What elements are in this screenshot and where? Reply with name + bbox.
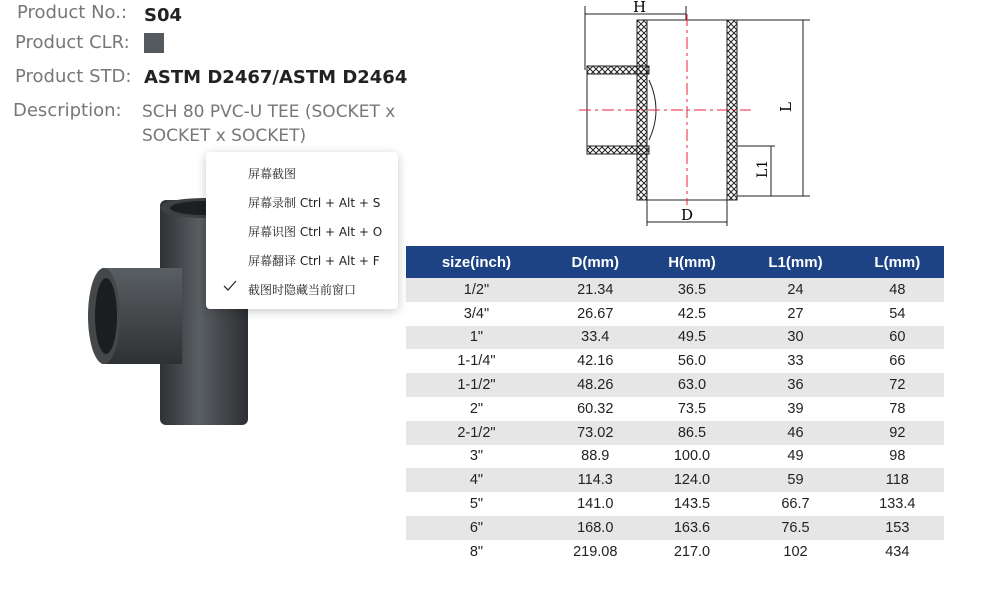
table-cell: 24 (740, 278, 850, 302)
context-menu-item[interactable] (206, 274, 398, 303)
table-cell: 26.67 (547, 302, 644, 326)
table-row (406, 421, 944, 445)
table-cell: 72 (851, 373, 944, 397)
table-cell: 46 (740, 421, 850, 445)
table-cell: 73.5 (644, 397, 741, 421)
dim-d-label: D (681, 206, 694, 224)
table-cell: 78 (851, 397, 944, 421)
context-menu-item-label: 屏幕识图 Ctrl + Alt + O (248, 225, 383, 239)
table-cell: 88.9 (547, 445, 644, 469)
dim-l-label: L (777, 102, 795, 112)
table-cell: 86.5 (644, 421, 741, 445)
col-l: L(mm) (851, 246, 944, 278)
product-std-label: Product STD: (15, 66, 132, 87)
table-cell: 66.7 (740, 492, 850, 516)
table-row (406, 349, 944, 373)
table-cell: 98 (851, 445, 944, 469)
table-cell: 1-1/4" (406, 349, 547, 373)
table-cell: 42.5 (644, 302, 741, 326)
context-menu-item[interactable] (206, 158, 398, 187)
table-cell: 92 (851, 421, 944, 445)
col-l1: L1(mm) (740, 246, 850, 278)
table-cell: 5" (406, 492, 547, 516)
table-cell: 3" (406, 445, 547, 469)
table-row (406, 278, 944, 302)
checkmark-icon (223, 279, 237, 293)
table-cell: 54 (851, 302, 944, 326)
table-row (406, 516, 944, 540)
table-row (406, 468, 944, 492)
context-menu-item[interactable] (206, 216, 398, 245)
table-cell: 76.5 (740, 516, 850, 540)
col-size: size(inch) (406, 246, 547, 278)
table-cell: 118 (851, 468, 944, 492)
table-cell: 48 (851, 278, 944, 302)
context-menu (206, 152, 398, 309)
context-menu-item[interactable] (206, 245, 398, 274)
table-cell: 33.4 (547, 326, 644, 350)
context-menu-item[interactable] (206, 187, 398, 216)
table-cell: 114.3 (547, 468, 644, 492)
table-cell: 143.5 (644, 492, 741, 516)
context-menu-item-label: 屏幕录制 Ctrl + Alt + S (248, 196, 381, 210)
table-cell: 56.0 (644, 349, 741, 373)
dim-h-label: H (633, 0, 647, 16)
context-menu-item-label: 屏幕截图 (248, 167, 297, 181)
table-row (406, 397, 944, 421)
table-row (406, 540, 944, 564)
table-header-row (406, 246, 944, 278)
product-no-label: Product No.: (17, 2, 128, 23)
table-cell: 434 (851, 540, 944, 564)
dim-l1-label: L1 (755, 159, 771, 178)
table-cell: 168.0 (547, 516, 644, 540)
table-cell: 49 (740, 445, 850, 469)
table-cell: 59 (740, 468, 850, 492)
col-h: H(mm) (644, 246, 741, 278)
table-cell: 2-1/2" (406, 421, 547, 445)
table-cell: 4" (406, 468, 547, 492)
table-cell: 60.32 (547, 397, 644, 421)
table-cell: 21.34 (547, 278, 644, 302)
table-cell: 30 (740, 326, 850, 350)
table-cell: 1-1/2" (406, 373, 547, 397)
table-cell: 42.16 (547, 349, 644, 373)
table-cell: 1/2" (406, 278, 547, 302)
table-cell: 36.5 (644, 278, 741, 302)
table-cell: 60 (851, 326, 944, 350)
table-cell: 124.0 (644, 468, 741, 492)
table-cell: 39 (740, 397, 850, 421)
table-cell: 8" (406, 540, 547, 564)
spec-table (406, 246, 944, 564)
table-row (406, 326, 944, 350)
table-cell: 33 (740, 349, 850, 373)
product-no-value: S04 (144, 5, 183, 26)
table-cell: 36 (740, 373, 850, 397)
product-clr-label: Product CLR: (15, 32, 130, 53)
table-cell: 66 (851, 349, 944, 373)
technical-drawing (575, 0, 815, 230)
table-row (406, 492, 944, 516)
table-cell: 217.0 (644, 540, 741, 564)
table-cell: 48.26 (547, 373, 644, 397)
table-cell: 73.02 (547, 421, 644, 445)
table-cell: 163.6 (644, 516, 741, 540)
table-cell: 219.08 (547, 540, 644, 564)
context-menu-item-label: 截图时隐藏当前窗口 (248, 283, 357, 297)
product-color-swatch (144, 33, 164, 53)
table-cell: 27 (740, 302, 850, 326)
table-row (406, 373, 944, 397)
table-cell: 100.0 (644, 445, 741, 469)
table-cell: 6" (406, 516, 547, 540)
table-cell: 133.4 (851, 492, 944, 516)
context-menu-item-label: 屏幕翻译 Ctrl + Alt + F (248, 254, 380, 268)
table-row (406, 445, 944, 469)
table-cell: 141.0 (547, 492, 644, 516)
product-std-value: ASTM D2467/ASTM D2464 (144, 67, 408, 88)
table-cell: 102 (740, 540, 850, 564)
description-value: SCH 80 PVC-U TEE (SOCKET x SOCKET x SOCKET) (142, 102, 396, 146)
col-d: D(mm) (547, 246, 644, 278)
description-label: Description: (13, 100, 122, 121)
table-cell: 3/4" (406, 302, 547, 326)
table-cell: 1" (406, 326, 547, 350)
table-row (406, 302, 944, 326)
table-cell: 49.5 (644, 326, 741, 350)
table-cell: 2" (406, 397, 547, 421)
table-cell: 153 (851, 516, 944, 540)
table-cell: 63.0 (644, 373, 741, 397)
